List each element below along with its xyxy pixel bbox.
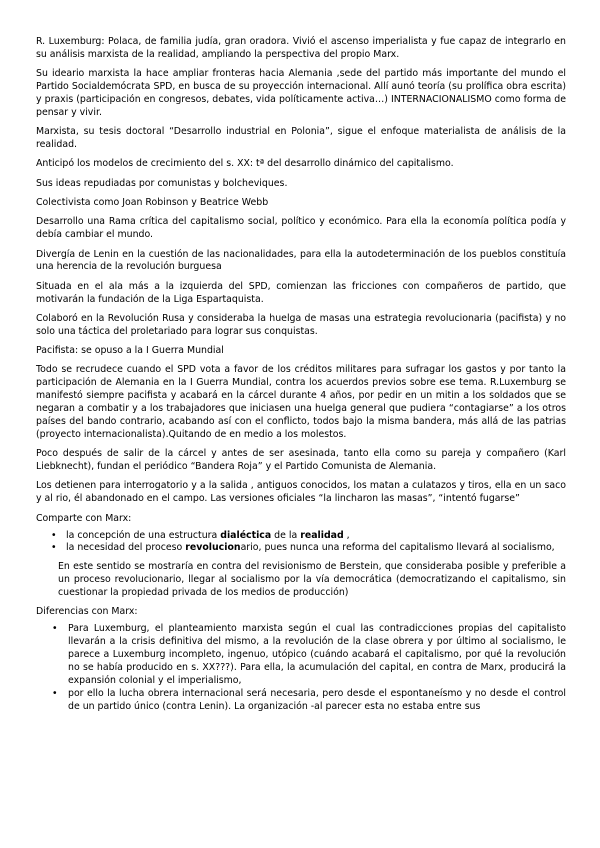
paragraph-lenin: Divergía de Lenin en la cuestión de las nacionalidades, para ella la autodeterminación de los pueblos constituía una herencia de la revolución burguesa — [36, 248, 566, 273]
comparte-heading: Comparte con Marx: — [36, 512, 132, 524]
list-item: • la necesidad del proceso revolucionario, pues nunca una reforma del capitalismo llevará al socialismo, — [51, 542, 555, 554]
paragraph-ideario: Su ideario marxista la hace ampliar fronteras hacia Alemania ,sede del partido más importante del mundo el Partido Socialdemócrata SPD, en busca de su proyección internacional. Allí aunó teoría (su prolífica obra escrita) y praxis (participación en congresos, debates, vida políticamente activa…) INTERNACIONALISMO como forma de pensar y vivir. — [36, 68, 566, 118]
list-item: • Para Luxemburg, el planteamiento marxista según el cual las contradicciones propias del capitalisto llevarán a la crisis definitiva del mismo, a la revolución de la clase obrera y por último al socialismo, le parece a Luxemburg incompleto, ingenuo, utópico (cuándo acabará el capitalismo, por qué la revolución no se había producido en s. XX???). Para ella, la acumulación del capital, en contra de Marx, producirá la expansión colonial y el imperialismo, — [52, 623, 566, 687]
bullet-icon: • — [51, 542, 57, 554]
diferencias-heading: Diferencias con Marx: — [36, 606, 138, 618]
paragraph-anticipo: Anticipó los modelos de crecimiento del s. XX: tª del desarrollo dinámico del capitalismo. — [36, 158, 454, 170]
diferencias-list — [36, 623, 566, 713]
document-page — [36, 36, 566, 720]
comparte-list — [36, 530, 566, 556]
list-item: • por ello la lucha obrera internacional será necesaria, pero desde el espontaneísmo y no desde el control de un partido único (contra Lenin). La organización -al parecer esta no estaba entre sus — [52, 687, 566, 712]
bullet-icon: • — [51, 529, 57, 541]
bullet-icon: • — [52, 623, 58, 635]
paragraph-rama-critica: Desarrollo una Rama crítica del capitalismo social, político y económico. Para ella la economía política podía y debía cambiar el mundo. — [36, 216, 566, 241]
paragraph-pacifista: Pacifista: se opuso a la I Guerra Mundial — [36, 345, 224, 357]
paragraph-revolucion-rusa: Colaboró en la Revolución Rusa y consideraba la huelga de masas una estrategia revolucionaria (pacifista) y no solo una táctica del proletariado para lograr sus conquistas. — [36, 312, 566, 337]
list-item: • la concepción de una estructura dialéctica de la realidad , — [51, 529, 350, 541]
paragraph-intro: R. Luxemburg: Polaca, de familia judía, gran oradora. Vivió el ascenso imperialista y fue capaz de integrarlo en su análisis marxista de la realidad, ampliando la perspectiva del propio Marx. — [36, 36, 566, 60]
paragraph-spd: Situada en el ala más a la izquierda del SPD, comienzan las fricciones con compañeros de partido, que motivarán la fundación de la Liga Espartaquista. — [36, 280, 566, 305]
paragraph-repudiadas: Sus ideas repudiadas por comunistas y bolcheviques. — [36, 177, 288, 189]
paragraph-guerra: Todo se recrudece cuando el SPD vota a favor de los créditos militares para sufragar los gastos y por tanto la participación de Alemania en la I Guerra Mundial, contra los acuerdos previos sobre ese tema. R.Luxemburg se manifestó siempre pacifista y acabará en la cárcel durante 4 años, por pedir en un mitin a los soldados que se negaran a combatir y a los trabajadores que iniciasen una huelga general que pudiera “contagiarse” a los otros países del bando contrario, acabando así con el conflicto, todos bajo la misma bandera, más allá de las patrias (proyecto internacionalista).Quitando de en medio a los molestos. — [36, 364, 566, 440]
paragraph-tesis: Marxista, su tesis doctoral “Desarrollo industrial en Polonia”, sigue el enfoque materialista de análisis de la realidad. — [36, 126, 566, 151]
paragraph-carcel: Poco después de salir de la cárcel y antes de ser asesinada, tanto ella como su pareja y compañero (Karl Liebknecht), fundan el periódico “Bandera Roja” y el Partido Comunista de Alemania. — [36, 448, 566, 473]
paragraph-revisionismo: En este sentido se mostraría en contra del revisionismo de Berstein, que consideraba posible y preferible a un proceso revolucionario, llegar al socialismo por la vía democrática (democratizando el capitalismo, sin cuestionar la propiedad privada de los medios de producción) — [58, 561, 566, 599]
paragraph-colectivista: Colectivista como Joan Robinson y Beatrice Webb — [36, 197, 269, 209]
paragraph-asesinato: Los detienen para interrogatorio y a la salida , antiguos conocidos, los matan a culatazos y tiros, ella en un saco y al rio, él abandonado en el campo. Las versiones oficiales “la lincharon las masas”, “intentó fugarse” — [36, 480, 566, 505]
bullet-icon: • — [52, 687, 58, 699]
